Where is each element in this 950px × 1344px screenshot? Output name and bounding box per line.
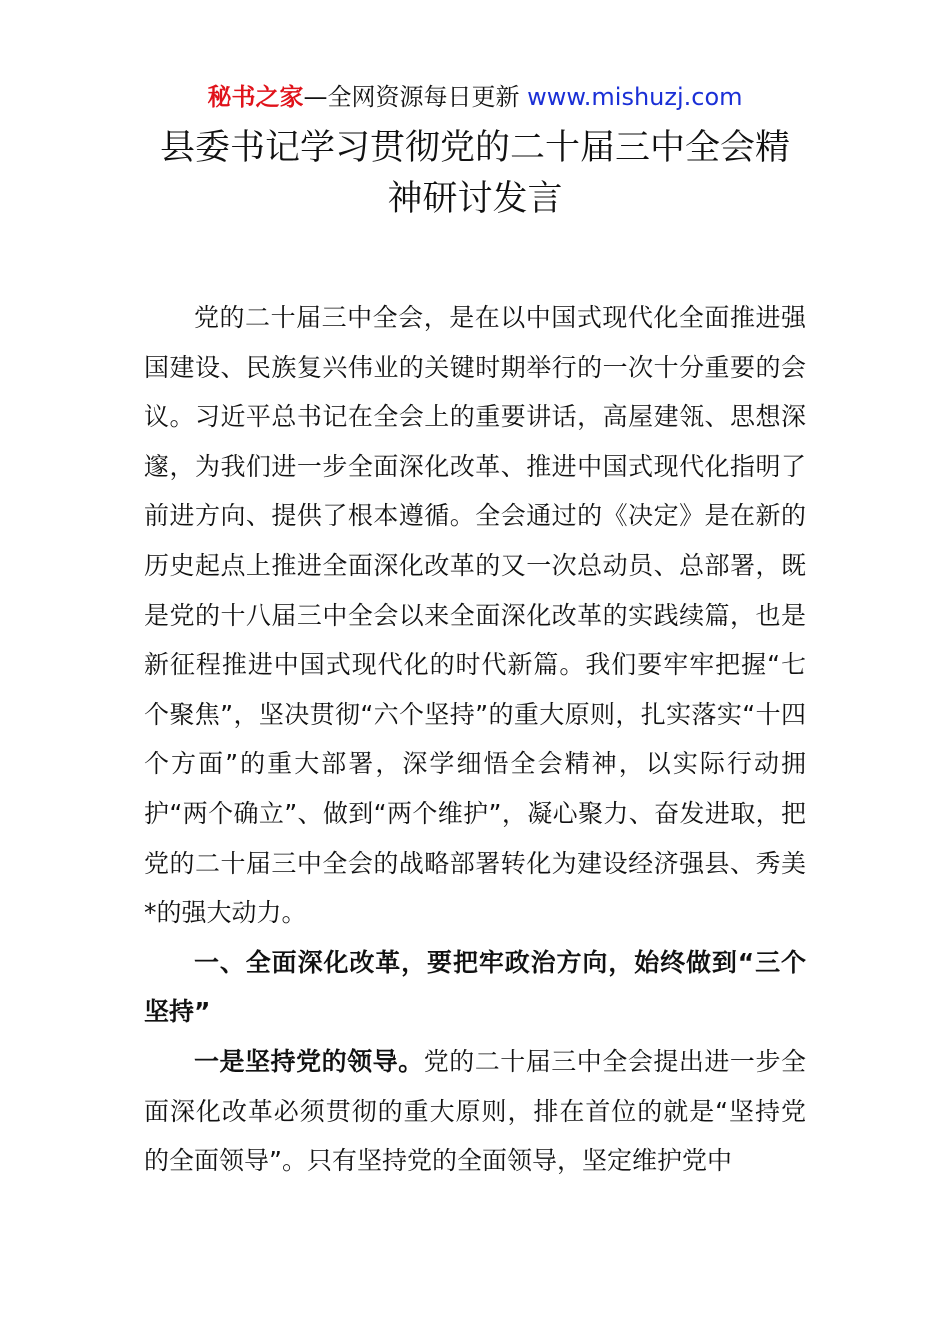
section-heading-1: 一、全面深化改革，要把牢政治方向，始终做到“三个坚持” <box>144 947 806 1027</box>
brand-name: 秘书之家 <box>207 83 304 111</box>
header-tagline: —全网资源每日更新 <box>303 83 528 111</box>
document-body <box>144 293 806 1186</box>
watermark-header <box>0 80 950 114</box>
point-1-paragraph <box>144 1037 806 1186</box>
document-title: 县委书记学习贯彻党的二十届三中全会精神研讨发言 <box>159 128 790 219</box>
intro-paragraph: 党的二十届三中全会，是在以中国式现代化全面推进强国建设、民族复兴伟业的关键时期举行的一次十分重要的会议。习近平总书记在全会上的重要讲话，高屋建瓴、思想深邃，为我们进一步全面深化改革、推进中国式现代化指明了前进方向、提供了根本遵循。全会通过的《决定》是在新的历史起点上推进全面深化改革的又一次总动员、总部署，既是党的十八届三中全会以来全面深化改革的实践续篇，也是新征程推进中国式现代化的时代新篇。我们要牢牢把握“七个聚焦”，坚决贯彻“六个坚持”的重大原则，扎实落实“十四个方面”的重大部署，深学细悟全会精神，以实际行动拥护“两个确立”、做到“两个维护”，凝心聚力、奋发进取，把党的二十届三中全会的战略部署转化为建设经济强县、秀美*的强大动力。 <box>144 303 806 928</box>
point-1-lead: 一是坚持党的领导。 <box>194 1046 424 1076</box>
site-url: www.mishuzj.com <box>527 83 743 111</box>
point-1-body: 党的二十届三中全会提出进一步全面深化改革必须贯彻的重大原则，排在首位的就是“坚持党的全面领导”。只有坚持党的全面领导，坚定维护党中 <box>144 1046 806 1176</box>
